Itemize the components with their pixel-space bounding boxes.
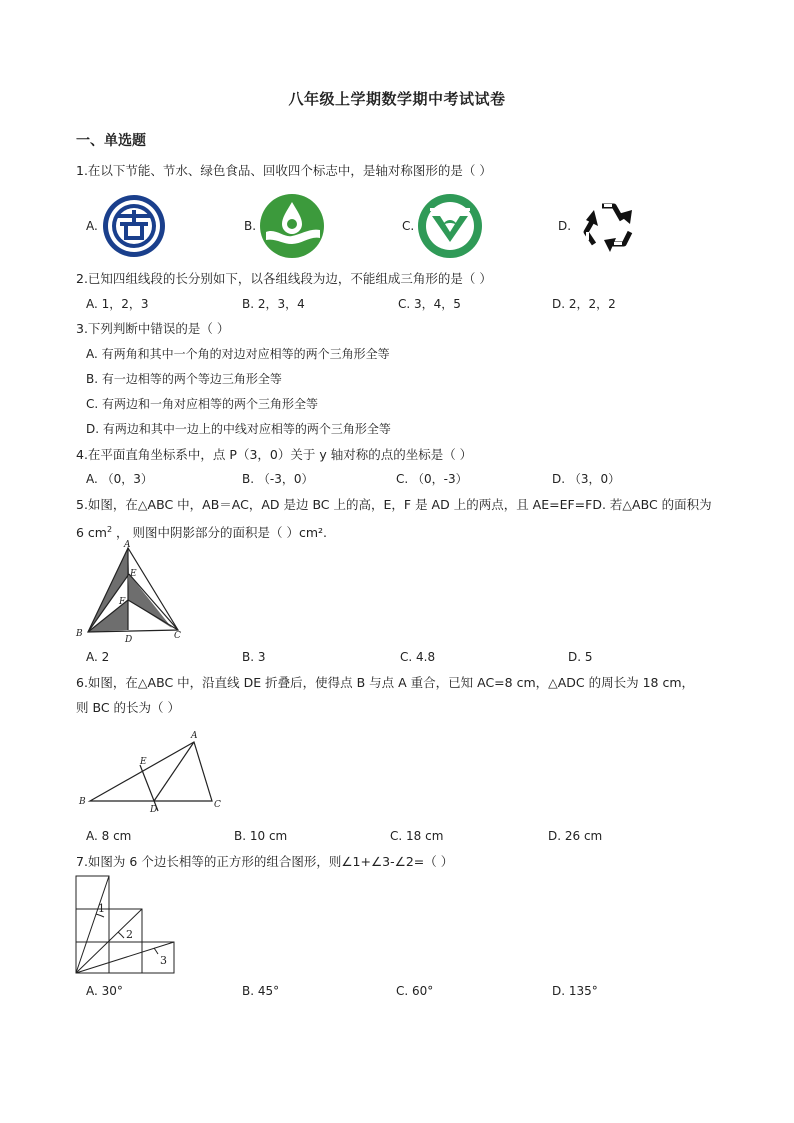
q3-option-c[interactable]: C. 有两边和一角对应相等的两个三角形全等 — [86, 397, 319, 411]
page-title: 八年级上学期数学期中考试试卷 — [288, 90, 506, 108]
q5-label-d: D — [125, 635, 133, 644]
q1-option-c[interactable]: C. — [402, 219, 415, 233]
q7-angle-3-label: 3 — [160, 954, 167, 967]
q6-option-a[interactable]: A. 8 cm — [86, 829, 132, 843]
q5-option-c[interactable]: C. 4.8 — [400, 650, 436, 664]
q6-option-c[interactable]: C. 18 cm — [390, 829, 444, 843]
q4-option-c[interactable]: C. （0，-3） — [396, 472, 468, 486]
q5-label-c: C — [174, 631, 181, 641]
q1-option-b[interactable]: B. — [244, 219, 257, 233]
q3-option-a[interactable]: A. 有两角和其中一个角的对边对应相等的两个三角形全等 — [86, 347, 390, 361]
question-2-text: 2.已知四组线段的长分别如下，以各组线段为边，不能组成三角形的是（ ） — [76, 271, 492, 286]
q6-label-b: B — [79, 797, 86, 807]
q7-option-d[interactable]: D. 135° — [552, 984, 598, 998]
q6-label-c: C — [214, 800, 221, 810]
energy-saving-logo-icon — [100, 192, 168, 260]
q7-angle-2-label: 2 — [126, 928, 133, 941]
question-5-text: 5.如图，在△ABC 中，AB＝AC，AD 是边 BC 上的高，E，F 是 AD 上的两点，且 AE=EF=FD. 若△ABC 的面积为 — [76, 497, 712, 512]
water-saving-logo-icon — [258, 192, 326, 260]
q7-squares-figure — [74, 874, 178, 976]
q5-label-f: F — [119, 597, 126, 607]
q5-question-tail: ， 则图中阴影部分的面积是（ ）cm². — [112, 525, 328, 541]
q5-option-d[interactable]: D. 5 — [568, 650, 593, 664]
q7-option-c[interactable]: C. 60° — [396, 984, 434, 998]
q5-label-b: B — [76, 629, 83, 639]
q1-option-a[interactable]: A. — [86, 219, 98, 233]
question-4-text: 4.在平面直角坐标系中，点 P（3，0）关于 y 轴对称的点的坐标是（ ） — [76, 447, 473, 462]
q6-label-e: E — [140, 757, 147, 767]
q5-area-unit-exponent: 2 — [106, 525, 113, 534]
q6-label-d: D — [150, 805, 158, 815]
question-3-text: 3.下列判断中错误的是（ ） — [76, 321, 230, 336]
q6-option-b[interactable]: B. 10 cm — [234, 829, 288, 843]
recycle-icon — [574, 192, 642, 260]
q2-option-b[interactable]: B. 2，3，4 — [242, 297, 305, 311]
q5-option-a[interactable]: A. 2 — [86, 650, 110, 664]
q1-option-d[interactable]: D. — [558, 219, 572, 233]
q3-option-b[interactable]: B. 有一边相等的两个等边三角形全等 — [86, 372, 282, 386]
q5-triangle-figure — [72, 538, 192, 644]
q4-option-b[interactable]: B. （-3，0） — [242, 472, 314, 486]
q6-label-a: A — [191, 731, 198, 741]
q5-option-b[interactable]: B. 3 — [242, 650, 266, 664]
q5-area-value: 6 cm — [76, 525, 107, 541]
question-1-text: 1.在以下节能、节水、绿色食品、回收四个标志中，是轴对称图形的是（ ） — [76, 163, 492, 178]
q5-label-e: E — [130, 569, 137, 579]
question-7-text: 7.如图为 6 个边长相等的正方形的组合图形，则∠1+∠3-∠2=（ ） — [76, 854, 454, 869]
q2-option-c[interactable]: C. 3，4，5 — [398, 297, 461, 311]
q3-option-d[interactable]: D. 有两边和其中一边上的中线对应相等的两个三角形全等 — [86, 422, 391, 436]
q6-triangle-figure — [74, 728, 234, 816]
q7-angle-1-label: 1 — [98, 902, 105, 915]
green-food-logo-icon — [416, 192, 484, 260]
q2-option-d[interactable]: D. 2，2，2 — [552, 297, 616, 311]
q7-option-a[interactable]: A. 30° — [86, 984, 123, 998]
question-6-text-line2: 则 BC 的长为（ ） — [76, 700, 181, 715]
q4-option-d[interactable]: D. （3，0） — [552, 472, 621, 486]
q2-option-a[interactable]: A. 1，2，3 — [86, 297, 149, 311]
question-6-text: 6.如图，在△ABC 中，沿直线 DE 折叠后，使得点 B 与点 A 重合，已知 AC=8 cm，△ADC 的周长为 18 cm， — [76, 675, 695, 690]
q6-option-d[interactable]: D. 26 cm — [548, 829, 603, 843]
q4-option-a[interactable]: A. （0，3） — [86, 472, 153, 486]
section-heading: 一、单选题 — [76, 133, 146, 149]
q7-option-b[interactable]: B. 45° — [242, 984, 280, 998]
q5-label-a: A — [124, 540, 131, 550]
